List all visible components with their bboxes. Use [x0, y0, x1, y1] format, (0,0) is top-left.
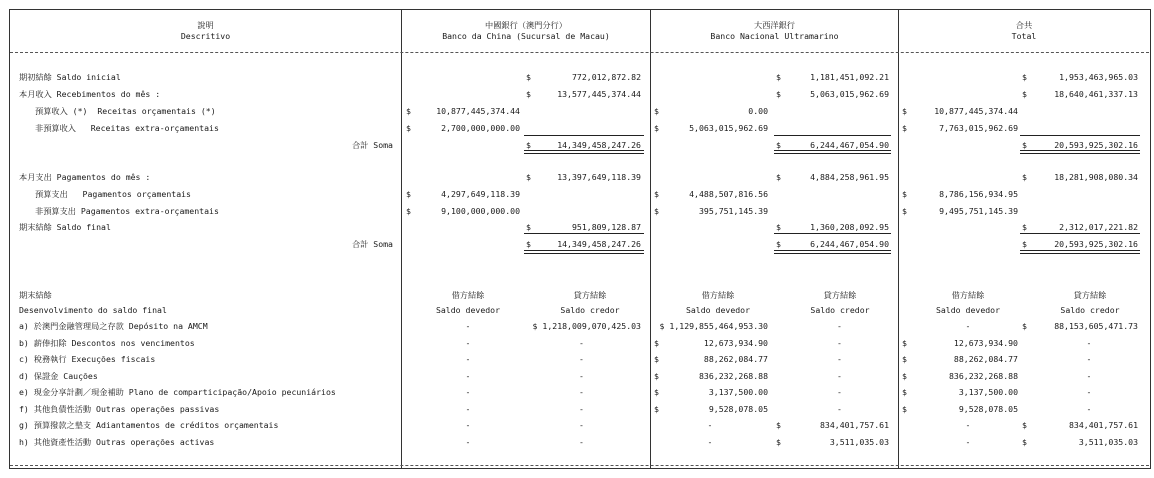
amount-cell: 10,877,445,374.44 — [436, 106, 520, 116]
row-label: 合計 Soma — [351, 140, 393, 150]
breakdown-cell: - — [707, 420, 713, 430]
sum-rule — [774, 150, 891, 154]
breakdown-cell: 836,232,268.88 — [698, 371, 768, 381]
header-boc-zh: 中國銀行（澳門分行） — [485, 20, 567, 30]
breakdown-cell: - — [579, 404, 584, 414]
amount-cell: 9,495,751,145.39 — [939, 206, 1018, 216]
currency-sign: $ — [776, 222, 781, 232]
sum-rule — [774, 135, 891, 136]
breakdown-cell: - — [465, 354, 471, 364]
total-debit-zh: 借方結餘 — [951, 290, 985, 300]
boc-debit-zh: 借方結餘 — [451, 290, 485, 300]
breakdown-cell: 834,401,757.61 — [1068, 420, 1138, 430]
row-label: 非預算支出 Pagamentos extra-orçamentais — [35, 206, 219, 216]
breakdown-cell: - — [965, 420, 971, 430]
boc-debit-pt: Saldo devedor — [435, 305, 501, 315]
boc-credit-pt: Saldo credor — [560, 305, 620, 315]
breakdown-cell: - — [837, 387, 842, 397]
header-total-pt: Total — [1011, 31, 1037, 41]
breakdown-cell: - — [465, 404, 471, 414]
currency-sign: $ — [902, 387, 907, 397]
row-label: 預算支出 Pagamentos orçamentais — [35, 189, 191, 199]
total-credit-pt: Saldo credor — [1060, 305, 1120, 315]
breakdown-cell: - — [1086, 387, 1092, 397]
header-bnu-zh: 大西洋銀行 — [754, 20, 795, 30]
breakdown-cell: 3,511,035.03 — [1078, 437, 1138, 447]
breakdown-cell: 9,528,078.05 — [958, 404, 1018, 414]
sum-rule — [524, 233, 644, 234]
currency-sign: $ — [654, 354, 659, 364]
currency-sign: $ — [1022, 321, 1027, 331]
currency-sign: $ — [902, 189, 907, 199]
breakdown-cell: - — [1086, 354, 1092, 364]
row-label: 合計 Soma — [351, 239, 393, 249]
breakdown-cell: - — [465, 338, 471, 348]
amount-cell: 6,244,467,054.90 — [810, 239, 889, 249]
breakdown-cell: 12,673,934.90 — [953, 338, 1018, 348]
amount-cell: 4,297,649,118.39 — [441, 189, 520, 199]
currency-sign: $ — [1022, 172, 1027, 182]
total-debit-pt: Saldo devedor — [935, 305, 1001, 315]
row-label: 期初結餘 Saldo inicial — [19, 72, 121, 82]
breakdown-cell: - — [465, 371, 471, 381]
currency-sign: $ — [654, 338, 659, 348]
currency-sign: $ — [902, 404, 907, 414]
currency-sign: $ — [406, 206, 411, 216]
amount-cell: 20,593,925,302.16 — [1054, 140, 1138, 150]
breakdown-cell: - — [465, 321, 471, 331]
currency-sign: $ — [406, 189, 411, 199]
breakdown-label: b) 薪俸扣除 Descontos nos vencimentos — [19, 338, 195, 348]
row-label: 預算收入 (*) Receitas orçamentais (*) — [35, 106, 216, 116]
currency-sign: $ — [776, 140, 781, 150]
currency-sign: $ — [776, 89, 781, 99]
breakdown-cell: - — [965, 321, 971, 331]
row-label: 本月收入 Recebimentos do mês : — [19, 89, 161, 99]
breakdown-cell: 88,262,084.77 — [953, 354, 1018, 364]
header-total-zh: 合共 — [1015, 20, 1033, 30]
row-label: 本月支出 Pagamentos do mês : — [19, 172, 151, 182]
breakdown-cell: - — [1086, 338, 1092, 348]
column-divider — [401, 9, 402, 468]
breakdown-cell: 834,401,757.61 — [819, 420, 889, 430]
amount-cell: 9,100,000,000.00 — [441, 206, 520, 216]
amount-cell: 5,063,015,962.69 — [810, 89, 889, 99]
breakdown-cell: - — [837, 404, 842, 414]
sum-rule — [1020, 233, 1140, 234]
breakdown-cell: - — [465, 437, 471, 447]
breakdown-label: g) 預算撥款之墊支 Adiantamentos de créditos orçamentais — [19, 420, 279, 430]
currency-sign: $ — [902, 106, 907, 116]
currency-sign: $ — [1022, 140, 1027, 150]
breakdown-label: e) 現金分享計劃／現金補助 Plano de comparticipação/Apoio pecuniários — [19, 387, 336, 397]
breakdown-cell: 3,137,500.00 — [958, 387, 1018, 397]
currency-sign: $ — [902, 338, 907, 348]
column-divider — [898, 9, 899, 468]
currency-sign: $ — [654, 404, 659, 414]
breakdown-cell: - — [837, 354, 842, 364]
currency-sign: $ — [1022, 89, 1027, 99]
breakdown-label: c) 稅務執行 Execuções fiscais — [19, 354, 156, 364]
bnu-credit-zh: 貸方結餘 — [823, 290, 857, 300]
currency-sign: $ — [776, 239, 781, 249]
header-descritivo-pt: Descritivo — [180, 31, 231, 41]
breakdown-title-pt: Desenvolvimento do saldo final — [19, 305, 167, 315]
currency-sign: $ — [654, 371, 659, 381]
breakdown-cell: - — [1086, 404, 1092, 414]
bnu-credit-pt: Saldo credor — [810, 305, 870, 315]
bnu-debit-pt: Saldo devedor — [685, 305, 751, 315]
amount-cell: 2,700,000,000.00 — [441, 123, 520, 133]
sum-rule — [1020, 150, 1140, 154]
currency-sign: $ — [526, 222, 531, 232]
amount-cell: 20,593,925,302.16 — [1054, 239, 1138, 249]
boc-credit-zh: 貸方結餘 — [573, 290, 607, 300]
currency-sign: $ — [406, 106, 411, 116]
total-credit-zh: 貸方結餘 — [1073, 290, 1107, 300]
header-divider — [10, 52, 1149, 53]
sum-rule — [524, 250, 644, 254]
sum-rule — [524, 135, 644, 136]
sum-rule — [1020, 135, 1140, 136]
currency-sign: $ — [654, 206, 659, 216]
currency-sign: $ — [1022, 420, 1027, 430]
amount-cell: 13,577,445,374.44 — [557, 89, 641, 99]
currency-sign: $ — [902, 354, 907, 364]
breakdown-title-zh: 期末結餘 — [19, 290, 52, 300]
currency-sign: $ — [526, 172, 531, 182]
currency-sign: $ — [526, 89, 531, 99]
breakdown-cell: $ 1,129,855,464,953.30 — [659, 321, 768, 331]
amount-cell: 14,349,458,247.26 — [557, 239, 641, 249]
breakdown-cell: - — [965, 437, 971, 447]
amount-cell: 1,360,208,092.95 — [810, 222, 889, 232]
breakdown-cell: - — [1086, 371, 1092, 381]
breakdown-cell: - — [579, 338, 584, 348]
currency-sign: $ — [776, 420, 781, 430]
breakdown-cell: - — [579, 437, 584, 447]
amount-cell: 13,397,649,118.39 — [557, 172, 641, 182]
amount-cell: 5,063,015,962.69 — [689, 123, 768, 133]
breakdown-cell: 88,262,084.77 — [703, 354, 768, 364]
amount-cell: 18,281,908,080.34 — [1054, 172, 1138, 182]
amount-cell: 1,181,451,092.21 — [810, 72, 889, 82]
amount-cell: 772,012,872.82 — [571, 72, 641, 82]
breakdown-cell: - — [707, 437, 713, 447]
breakdown-cell: $ 1,218,009,070,425.03 — [532, 321, 641, 331]
currency-sign: $ — [1022, 222, 1027, 232]
currency-sign: $ — [1022, 72, 1027, 82]
amount-cell: 8,786,156,934.95 — [939, 189, 1018, 199]
currency-sign: $ — [776, 172, 781, 182]
breakdown-cell: - — [837, 338, 842, 348]
currency-sign: $ — [1022, 239, 1027, 249]
footer-divider — [10, 465, 1149, 466]
breakdown-cell: - — [579, 420, 584, 430]
currency-sign: $ — [654, 106, 659, 116]
amount-cell: 395,751,145.39 — [698, 206, 768, 216]
header-bnu-pt: Banco Nacional Ultramarino — [710, 31, 839, 41]
currency-sign: $ — [406, 123, 411, 133]
bnu-debit-zh: 借方結餘 — [701, 290, 735, 300]
sum-rule — [524, 150, 644, 154]
breakdown-label: h) 其他資產性活動 Outras operações activas — [19, 437, 215, 447]
amount-cell: 18,640,461,337.13 — [1054, 89, 1138, 99]
amount-cell: 0.00 — [748, 106, 768, 116]
breakdown-label: a) 於澳門金融管理局之存款 Depósito na AMCM — [19, 321, 208, 331]
amount-cell: 7,763,015,962.69 — [939, 123, 1018, 133]
currency-sign: $ — [776, 437, 781, 447]
breakdown-label: d) 保證金 Cauções — [19, 371, 98, 381]
amount-cell: 4,884,258,961.95 — [810, 172, 889, 182]
amount-cell: 951,809,128.87 — [571, 222, 641, 232]
breakdown-cell: - — [837, 321, 842, 331]
currency-sign: $ — [526, 239, 531, 249]
currency-sign: $ — [776, 72, 781, 82]
row-label: 期末結餘 Saldo final — [19, 222, 111, 232]
amount-cell: 4,488,507,816.56 — [689, 189, 768, 199]
amount-cell: 10,877,445,374.44 — [934, 106, 1018, 116]
breakdown-cell: - — [579, 371, 584, 381]
breakdown-cell: - — [579, 354, 584, 364]
breakdown-cell: - — [579, 387, 584, 397]
breakdown-cell: 9,528,078.05 — [708, 404, 768, 414]
breakdown-cell: 836,232,268.88 — [948, 371, 1018, 381]
sum-rule — [774, 250, 891, 254]
breakdown-cell: - — [465, 387, 471, 397]
currency-sign: $ — [526, 140, 531, 150]
breakdown-cell: 88,153,605,471.73 — [1054, 321, 1138, 331]
breakdown-cell: 12,673,934.90 — [703, 338, 768, 348]
sum-rule — [1020, 250, 1140, 254]
amount-cell: 14,349,458,247.26 — [557, 140, 641, 150]
breakdown-cell: 3,511,035.03 — [829, 437, 889, 447]
currency-sign: $ — [902, 206, 907, 216]
breakdown-cell: 3,137,500.00 — [708, 387, 768, 397]
currency-sign: $ — [654, 189, 659, 199]
amount-cell: 6,244,467,054.90 — [810, 140, 889, 150]
currency-sign: $ — [526, 72, 531, 82]
row-label: 非預算收入 Receitas extra-orçamentais — [35, 123, 219, 133]
amount-cell: 1,953,463,965.03 — [1059, 72, 1138, 82]
breakdown-cell: - — [465, 420, 471, 430]
column-divider — [650, 9, 651, 468]
breakdown-cell: - — [837, 371, 842, 381]
header-descritivo-zh: 說明 — [197, 20, 214, 30]
currency-sign: $ — [902, 371, 907, 381]
breakdown-label: f) 其他負債性活動 Outras operações passivas — [19, 404, 220, 414]
currency-sign: $ — [1022, 437, 1027, 447]
amount-cell: 2,312,017,221.82 — [1059, 222, 1138, 232]
header-boc-pt: Banco da China (Sucursal de Macau) — [442, 31, 610, 41]
currency-sign: $ — [654, 123, 659, 133]
currency-sign: $ — [902, 123, 907, 133]
sum-rule — [774, 233, 891, 234]
currency-sign: $ — [654, 387, 659, 397]
